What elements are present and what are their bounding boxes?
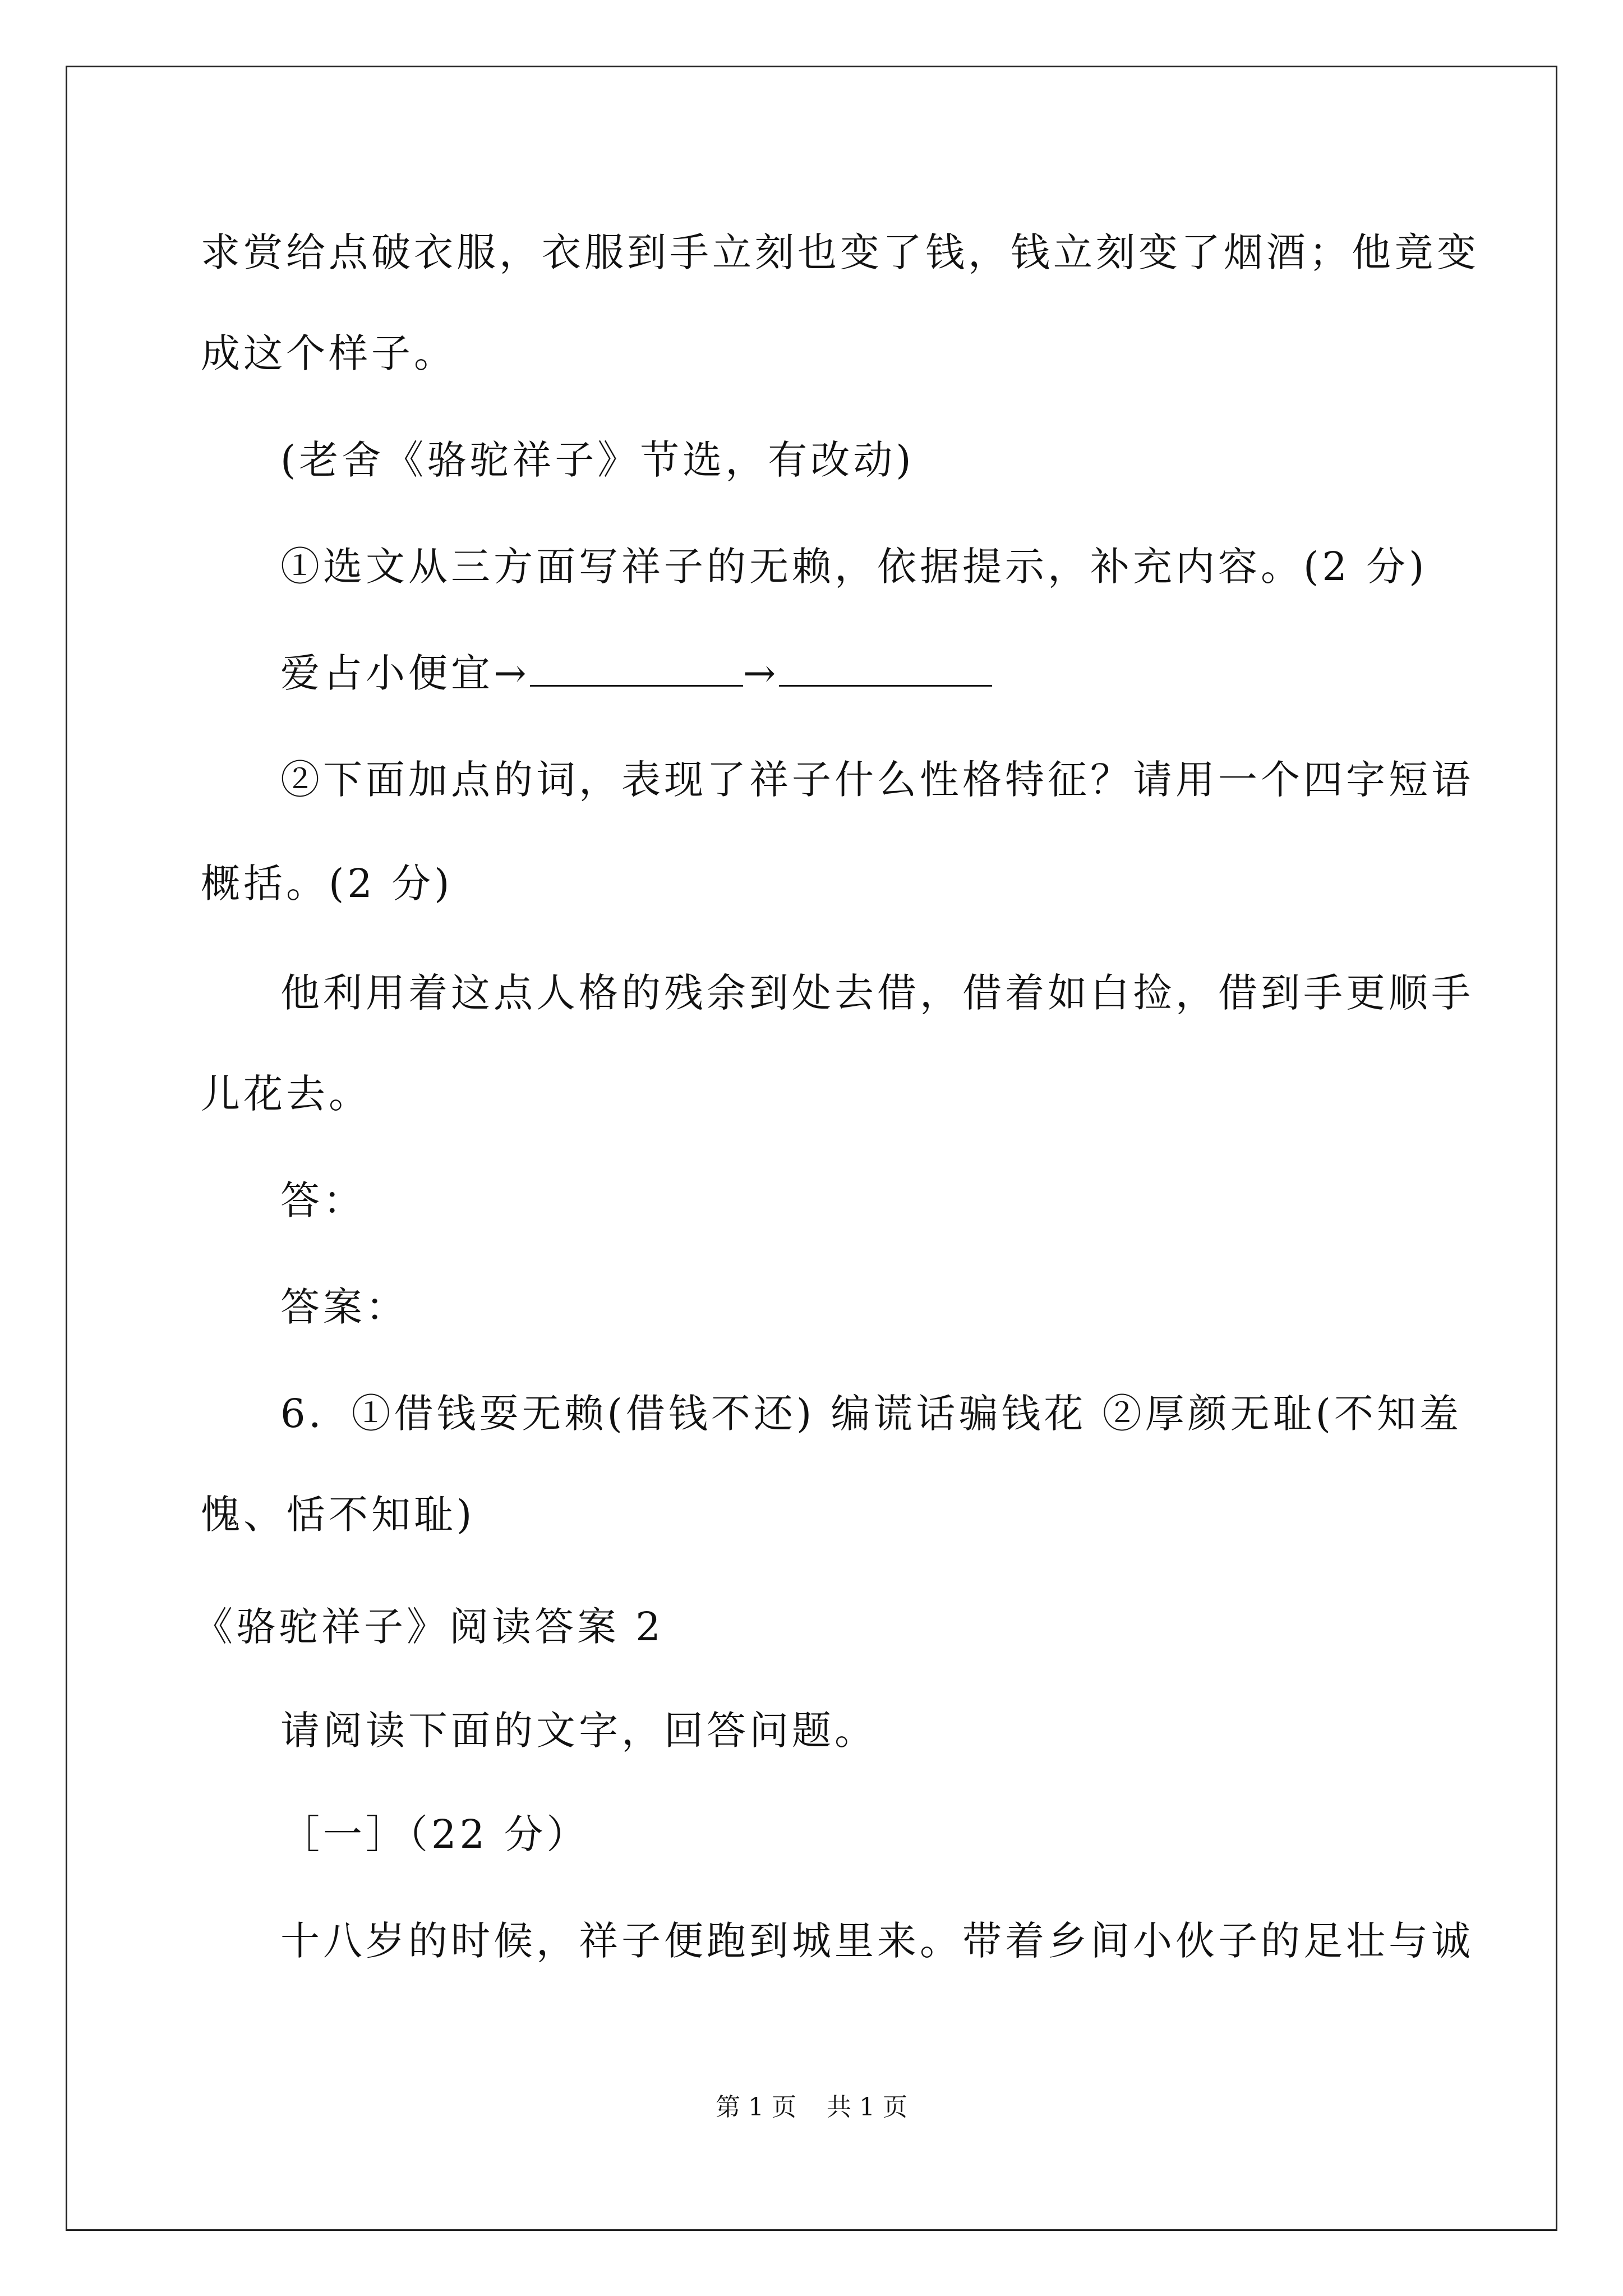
page-border — [66, 66, 1557, 2231]
text-line: 儿花去。 — [201, 1071, 371, 1117]
question-1: ①选文从三方面写祥子的无赖，依据提示，补充内容。(2 分) — [280, 544, 1428, 590]
question-2: ②下面加点的词，表现了祥子什么性格特征？请用一个四字短语 — [280, 757, 1474, 803]
fill-in-prefix: 爱占小便宜 — [280, 650, 494, 696]
source-citation: (老舍《骆驼祥子》节选，有改动) — [280, 437, 915, 483]
text-line: 愧、恬不知耻) — [201, 1492, 476, 1538]
instruction: 请阅读下面的文字，回答问题。 — [280, 1708, 877, 1754]
text-line: 求赏给点破衣服，衣服到手立刻也变了钱，钱立刻变了烟酒；他竟变 — [201, 229, 1479, 275]
part-label: ［一］（22 分） — [280, 1811, 589, 1857]
answer-key: 6．①借钱耍无赖(借钱不还) 编谎话骗钱花 ②厚颜无耻(不知羞 — [280, 1391, 1462, 1437]
passage-line: 十八岁的时候，祥子便跑到城里来。带着乡间小伙子的足壮与诚 — [280, 1918, 1474, 1964]
arrow-icon: → — [743, 650, 780, 696]
answer-blank[interactable] — [779, 651, 992, 687]
arrow-icon: → — [494, 650, 530, 696]
quoted-sentence: 他利用着这点人格的残余到处去借，借着如白捡，借到手更顺手 — [280, 970, 1474, 1016]
text-line: 概括。(2 分) — [201, 861, 453, 907]
answer-key-label: 答案： — [280, 1284, 408, 1330]
page-number: 第 1 页 — [716, 2093, 796, 2122]
page-footer — [0, 2087, 1623, 2123]
answer-label: 答： — [280, 1177, 366, 1223]
fill-in-line — [280, 645, 1514, 701]
answer-blank[interactable] — [530, 651, 743, 687]
page-total: 共 1 页 — [827, 2093, 907, 2122]
section-heading: 《骆驼祥子》阅读答案 2 — [193, 1604, 664, 1650]
text-line: 成这个样子。 — [201, 330, 457, 376]
